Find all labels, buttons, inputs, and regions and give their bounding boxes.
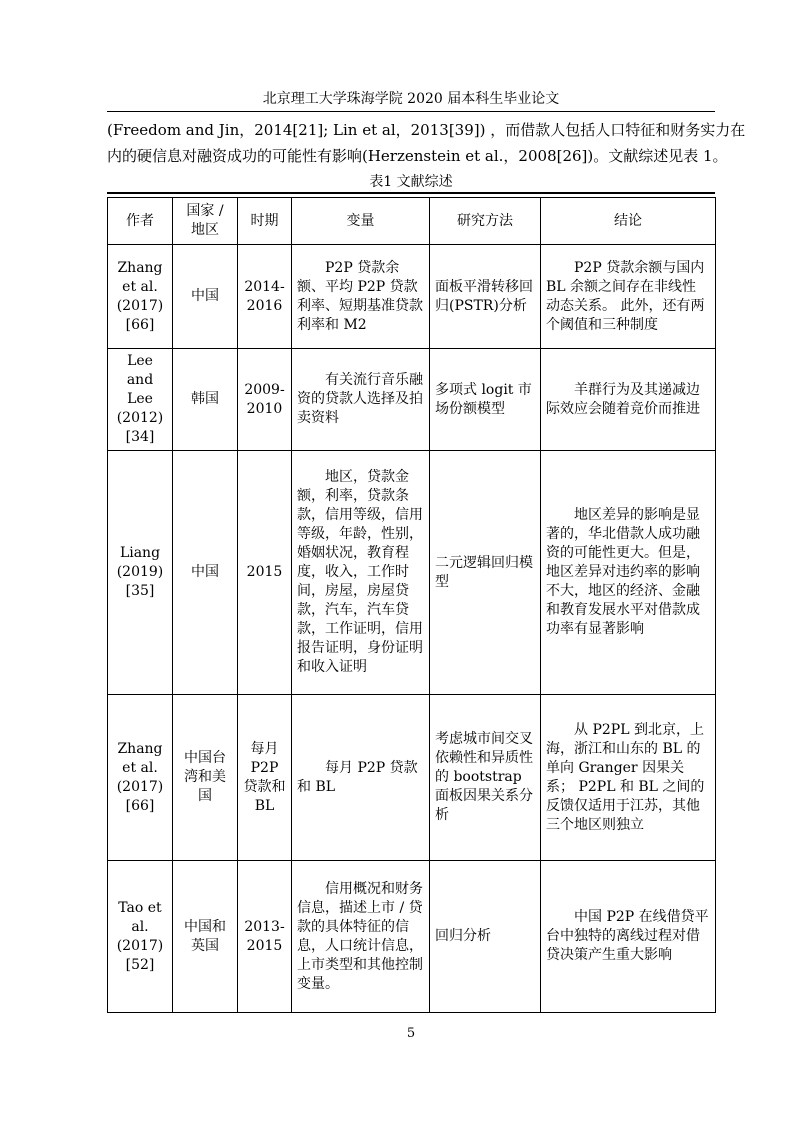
cell-region: 中国和英国 bbox=[173, 861, 238, 1013]
cell-region: 中国台湾和美国 bbox=[173, 695, 238, 861]
header-conclusion: 结论 bbox=[541, 198, 716, 245]
table-row bbox=[108, 245, 716, 349]
cell-period: 2013-2015 bbox=[238, 861, 292, 1013]
cell-region: 韩国 bbox=[173, 349, 238, 451]
table-row bbox=[108, 349, 716, 451]
paragraph-line-1: (Freedom and Jin，2014[21]; Lin et al，2013[39]) ，而借款人包括人口特征和财务实力在 bbox=[107, 121, 746, 139]
table-row bbox=[108, 695, 716, 861]
cell-author: Lee and Lee (2012) [34] bbox=[108, 349, 173, 451]
cell-variables: 信用概况和财务信息，描述上市 / 贷款的具体特征的信息，人口统计信息，上市类型和其他控制变量。 bbox=[292, 861, 430, 1013]
table-caption: 表1 文献综述 bbox=[369, 174, 453, 190]
cell-period: 2014-2016 bbox=[238, 245, 292, 349]
paragraph-line-2: 内的硬信息对融资成功的可能性有影响(Herzenstein et al.，2008[26])。文献综述见表 1。 bbox=[107, 147, 728, 165]
cell-conclusion: 从 P2PL 到北京，上海，浙江和山东的 BL 的单向 Granger 因果关系； P2PL 和 BL 之间的反馈仅适用于江苏，其他三个地区则独立 bbox=[541, 695, 716, 861]
header-variables: 变量 bbox=[292, 198, 430, 245]
cell-period: 2015 bbox=[238, 451, 292, 695]
cell-variables: 每月 P2P 贷款和 BL bbox=[292, 695, 430, 861]
cell-variables: P2P 贷款余额、平均 P2P 贷款利率、短期基准贷款利率和 M2 bbox=[292, 245, 430, 349]
cell-method: 考虑城市间交叉依赖性和异质性的 bootstrap 面板因果关系分析 bbox=[430, 695, 541, 861]
table-row bbox=[108, 451, 716, 695]
cell-conclusion: 地区差异的影响是显著的，华北借款人成功融资的可能性更大。但是，地区差异对违约率的影响不大，地区的经济、金融和教育发展水平对借款成功率有显著影响 bbox=[541, 451, 716, 695]
table-top-rule bbox=[107, 192, 715, 194]
page-header: 北京理工大学珠海学院 2020 届本科生毕业论文 bbox=[262, 91, 560, 107]
cell-conclusion: 中国 P2P 在线借贷平台中独特的离线过程对借贷决策产生重大影响 bbox=[541, 861, 716, 1013]
cell-method: 多项式 logit 市场份额模型 bbox=[430, 349, 541, 451]
table-row bbox=[108, 861, 716, 1013]
cell-method: 二元逻辑回归模型 bbox=[430, 451, 541, 695]
header-region: 国家 / 地区 bbox=[173, 198, 238, 245]
cell-author: Liang (2019) [35] bbox=[108, 451, 173, 695]
cell-author: Zhang et al. (2017) [66] bbox=[108, 245, 173, 349]
header-period: 时期 bbox=[238, 198, 292, 245]
header-method: 研究方法 bbox=[430, 198, 541, 245]
cell-method: 回归分析 bbox=[430, 861, 541, 1013]
cell-conclusion: P2P 贷款余额与国内 BL 余额之间存在非线性动态关系。 此外，还有两个阈值和三种制度 bbox=[541, 245, 716, 349]
header-rule bbox=[107, 111, 715, 112]
cell-variables: 有关流行音乐融资的贷款人选择及拍卖资料 bbox=[292, 349, 430, 451]
cell-method: 面板平滑转移回归(PSTR)分析 bbox=[430, 245, 541, 349]
cell-author: Zhang et al. (2017) [66] bbox=[108, 695, 173, 861]
cell-region: 中国 bbox=[173, 245, 238, 349]
page-number: 5 bbox=[406, 1026, 416, 1041]
cell-period: 每月 P2P 贷款和 BL bbox=[238, 695, 292, 861]
cell-conclusion: 羊群行为及其递减边际效应会随着竞价而推进 bbox=[541, 349, 716, 451]
cell-variables: 地区，贷款金额，利率，贷款条款，信用等级，信用等级，年龄，性别，婚姻状况，教育程度，收入，工作时间，房屋，房屋贷款，汽车，汽车贷款，工作证明，信用报告证明，身份证明和收入证明 bbox=[292, 451, 430, 695]
header-author: 作者 bbox=[108, 198, 173, 245]
cell-period: 2009-2010 bbox=[238, 349, 292, 451]
cell-region: 中国 bbox=[173, 451, 238, 695]
table-header-row bbox=[108, 198, 716, 245]
cell-author: Tao et al. (2017) [52] bbox=[108, 861, 173, 1013]
literature-review-table bbox=[107, 197, 716, 1013]
